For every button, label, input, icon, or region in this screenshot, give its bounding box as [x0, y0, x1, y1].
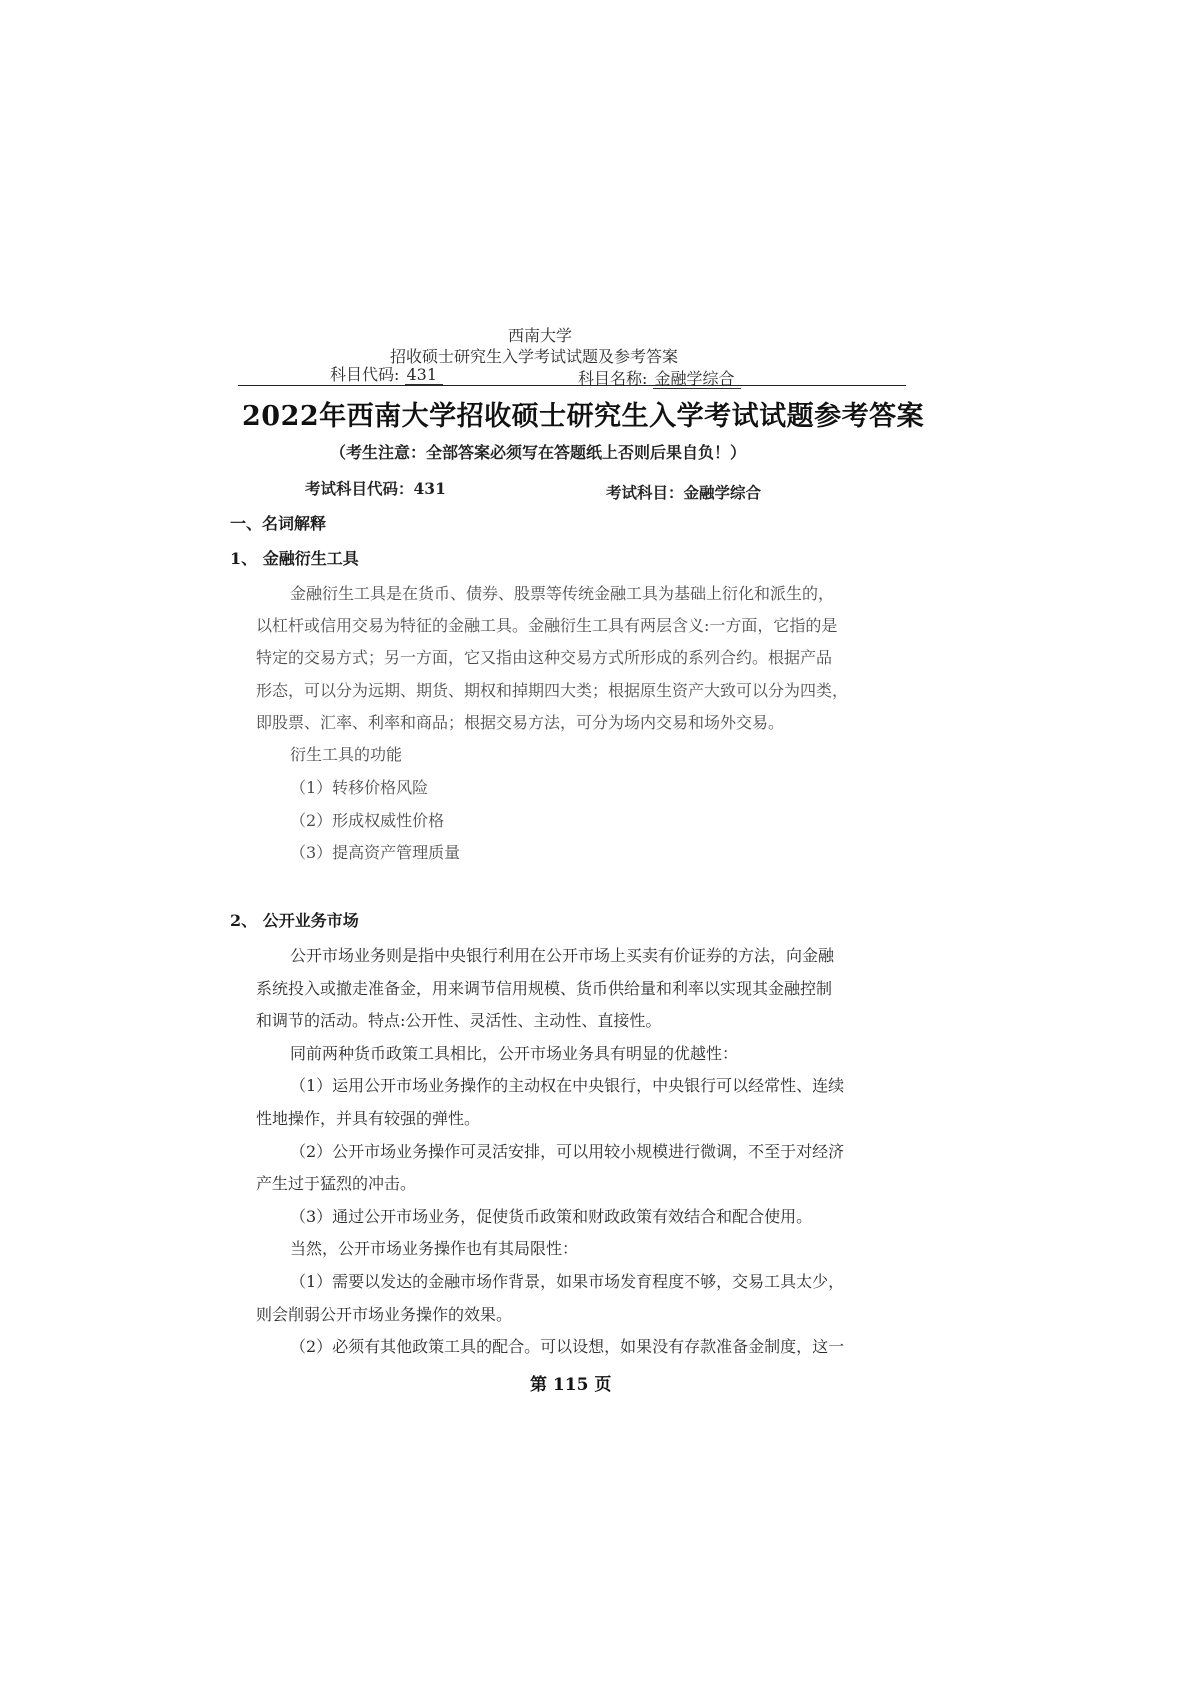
header-name-label: 科目名称:: [578, 369, 648, 388]
q1-func-heading: 衍生工具的功能: [290, 745, 403, 764]
q2-line: 系统投入或撤走准备金，用来调节信用规模、货币供给量和利率以实现其金融控制: [256, 979, 833, 998]
q1-line: 以杠杆或信用交易为特征的金融工具。金融衍生工具有两层含义:一方面，它指的是: [256, 616, 838, 635]
q2-line: （1）运用公开市场业务操作的主动权在中央银行，中央银行可以经常性、连续: [290, 1076, 845, 1095]
q1-title: 1、 金融衍生工具: [230, 549, 359, 568]
page-title: 2022年西南大学招收硕士研究生入学考试试题参考答案: [242, 401, 925, 432]
q2-line: 和调节的活动。特点:公开性、灵活性、主动性、直接性。: [256, 1011, 662, 1030]
q1-line: 即股票、汇率、利率和商品；根据交易方法，可分为场内交易和场外交易。: [256, 713, 785, 732]
header-name-value: 金融学综合: [653, 369, 741, 389]
q2-line: 性地操作，并具有较强的弹性。: [256, 1109, 481, 1128]
header-code: [330, 362, 443, 385]
header-code-label: 科目代码:: [330, 365, 400, 384]
section-heading: 一、名词解释: [230, 514, 327, 533]
q1-func-item: （3）提高资产管理质量: [290, 843, 461, 862]
q2-line: （2）公开市场业务操作可灵活安排，可以用较小规模进行微调，不至于对经济: [290, 1142, 845, 1161]
q1-line: 金融衍生工具是在货币、债券、股票等传统金融工具为基础上衍化和派生的，: [290, 584, 835, 603]
q2-line: 同前两种货币政策工具相比，公开市场业务具有明显的优越性：: [290, 1044, 739, 1063]
q1-line: 形态，可以分为远期、期货、期权和掉期四大类；根据原生资产大致可以分为四类，: [256, 681, 849, 700]
q2-title: 2、 公开业务市场: [230, 911, 359, 930]
q2-line: 公开市场业务则是指中央银行利用在公开市场上买卖有价证券的方法，向金融: [290, 946, 835, 965]
q2-line: （2）必须有其他政策工具的配合。可以设想，如果没有存款准备金制度，这一: [290, 1337, 845, 1356]
q1-func-item: （1）转移价格风险: [290, 778, 429, 797]
page-number: 第 115 页: [530, 1375, 612, 1395]
header-divider: [238, 385, 906, 386]
exam-code: 考试科目代码：431: [305, 479, 446, 498]
q1-line: 特定的交易方式；另一方面，它又指由这种交易方式所形成的系列合约。根据产品: [256, 648, 833, 667]
q1-func-item: （2）形成权威性价格: [290, 811, 445, 830]
header-subtitle: 招收硕士研究生入学考试试题及参考答案: [390, 347, 679, 366]
q2-line: （3）通过公开市场业务，促使货币政策和财政政策有效结合和配合使用。: [290, 1207, 813, 1226]
exam-notice: （考生注意：全部答案必须写在答题纸上否则后果自负！）: [330, 443, 747, 462]
q2-line: 当然，公开市场业务操作也有其局限性：: [290, 1239, 579, 1258]
header-university: 西南大学: [508, 326, 573, 345]
q2-line: （1）需要以发达的金融市场作背景，如果市场发育程度不够，交易工具太少，: [290, 1272, 845, 1291]
q2-line: 则会削弱公开市场业务操作的效果。: [256, 1305, 513, 1324]
header-code-value: 431: [405, 365, 444, 385]
q2-line: 产生过于猛烈的冲击。: [256, 1174, 417, 1193]
exam-subject: 考试科目：金融学综合: [606, 483, 762, 502]
